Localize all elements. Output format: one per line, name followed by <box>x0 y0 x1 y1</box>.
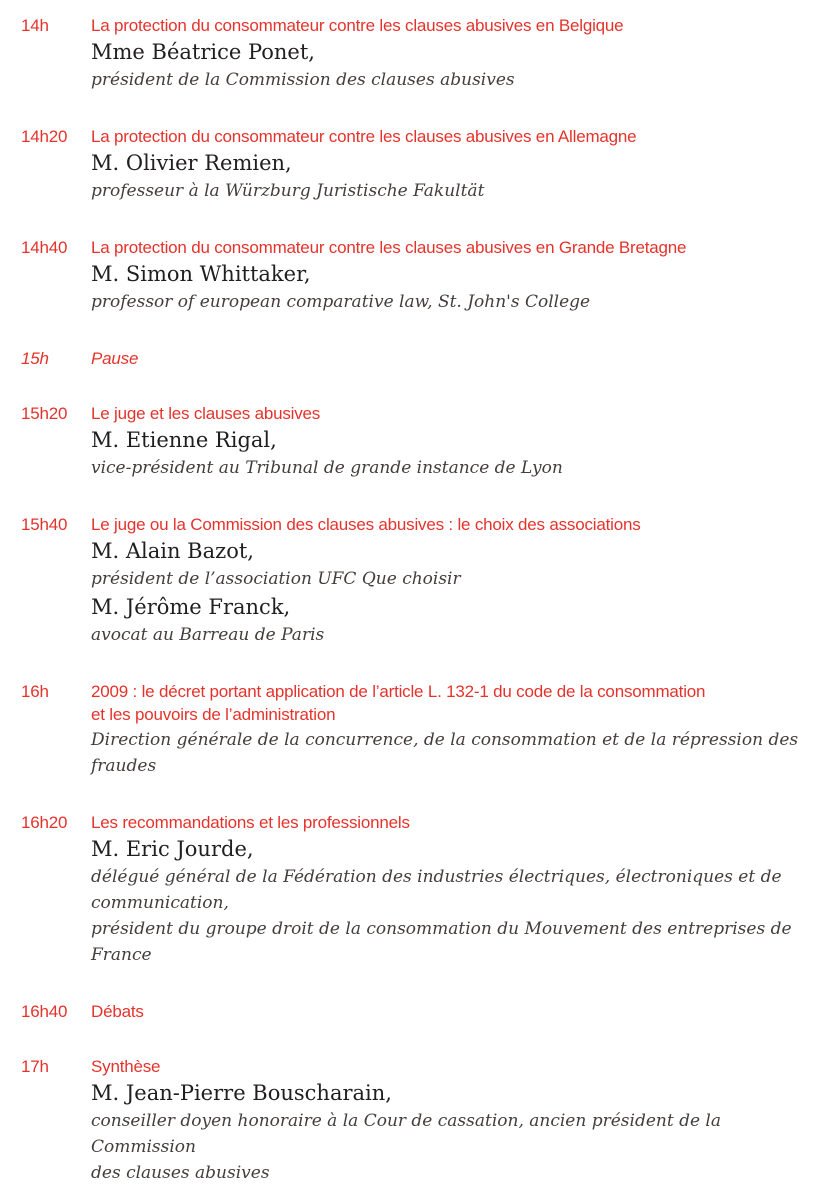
time-label: 14h20 <box>21 127 68 146</box>
session-content <box>91 513 809 648</box>
time-label: 16h <box>21 682 49 701</box>
session-title-line: 2009 : le décret portant application de l’article L. 132-1 du code de la consommation <box>91 682 706 701</box>
organization-role-line: Direction générale de la concurrence, de la consommation et de la répression des fraudes <box>91 730 799 776</box>
speaker-role-line: conseiller doyen honoraire à la Cour de cassation, ancien président de la Commission <box>91 1111 721 1157</box>
schedule-item <box>21 1000 809 1023</box>
speaker-name: M. Simon Whittaker, <box>91 262 311 286</box>
speaker-name: M. Alain Bazot, <box>91 539 254 563</box>
time-label: 15h40 <box>21 515 68 534</box>
session-title-line: Pause <box>91 349 139 368</box>
session-content <box>91 811 809 968</box>
speaker-role <box>91 566 809 592</box>
speaker-name: M. Jean-Pierre Bouscharain, <box>91 1081 392 1105</box>
speaker-role-line: délégué général de la Fédération des industries électriques, électroniques et de communication, <box>91 867 782 913</box>
speaker-role <box>91 289 809 315</box>
schedule-item <box>21 402 809 481</box>
session-title-line: Le juge et les clauses abusives <box>91 404 321 423</box>
session-title-line: La protection du consommateur contre les clauses abusives en Grande Bretagne <box>91 238 687 257</box>
schedule-item <box>21 236 809 315</box>
time-label: 14h40 <box>21 238 68 257</box>
speaker-role-line: vice-président au Tribunal de grande instance de Lyon <box>91 458 563 478</box>
speaker-role-line: avocat au Barreau de Paris <box>91 625 325 645</box>
session-title <box>91 14 809 37</box>
schedule-item <box>21 1055 809 1186</box>
session-content <box>91 347 809 370</box>
speaker-role <box>91 1108 809 1186</box>
schedule-item <box>21 811 809 968</box>
session-title <box>91 811 809 834</box>
session-content <box>91 14 809 93</box>
session-content <box>91 1055 809 1186</box>
speaker-role-line: professor of european comparative law, St. John's College <box>91 292 591 312</box>
session-title-line: Le juge ou la Commission des clauses abusives : le choix des associations <box>91 515 641 534</box>
speaker-name: M. Jérôme Franck, <box>91 595 291 619</box>
time-label: 16h20 <box>21 813 68 832</box>
schedule-item <box>21 680 809 779</box>
session-content <box>91 680 809 779</box>
session-title-line: La protection du consommateur contre les clauses abusives en Allemagne <box>91 127 637 146</box>
session-title <box>91 1000 809 1023</box>
schedule-item <box>21 513 809 648</box>
speaker-role <box>91 455 809 481</box>
session-title <box>91 236 809 259</box>
schedule-item-pause <box>21 347 809 370</box>
session-title <box>91 513 809 536</box>
schedule-item <box>21 14 809 93</box>
organization-role <box>91 727 809 779</box>
session-content <box>91 236 809 315</box>
session-title-line: La protection du consommateur contre les clauses abusives en Belgique <box>91 16 624 35</box>
speaker-role-line: président du groupe droit de la consommation du Mouvement des entreprises de France <box>91 919 792 965</box>
session-title <box>91 680 809 726</box>
speaker-role <box>91 864 809 968</box>
session-title <box>91 125 809 148</box>
session-content <box>91 1000 809 1023</box>
speaker-role-line: président de la Commission des clauses abusives <box>91 70 515 90</box>
session-title-line: Les recommandations et les professionnels <box>91 813 410 832</box>
session-title <box>91 1055 809 1078</box>
session-content <box>91 125 809 204</box>
time-label: 15h <box>21 349 49 368</box>
time-label: 17h <box>21 1057 49 1076</box>
speaker-name: Mme Béatrice Ponet, <box>91 40 315 64</box>
speaker-role <box>91 622 809 648</box>
time-label: 16h40 <box>21 1002 68 1021</box>
speaker-role-line: professeur à la Würzburg Juristische Fakultät <box>91 181 485 201</box>
schedule-item <box>21 125 809 204</box>
speaker-name: M. Etienne Rigal, <box>91 428 277 452</box>
speaker-name: M. Olivier Remien, <box>91 151 292 175</box>
session-title-line: Débats <box>91 1002 144 1021</box>
session-content <box>91 402 809 481</box>
time-label: 15h20 <box>21 404 68 423</box>
session-title-line: et les pouvoirs de l’administration <box>91 705 336 724</box>
speaker-role <box>91 67 809 93</box>
session-title <box>91 402 809 425</box>
speaker-role <box>91 178 809 204</box>
session-title <box>91 347 809 370</box>
speaker-name: M. Eric Jourde, <box>91 837 254 861</box>
speaker-role-line: président de l’association UFC Que choisir <box>91 569 461 589</box>
speaker-role-line: des clauses abusives <box>91 1163 270 1183</box>
time-label: 14h <box>21 16 49 35</box>
session-title-line: Synthèse <box>91 1057 161 1076</box>
